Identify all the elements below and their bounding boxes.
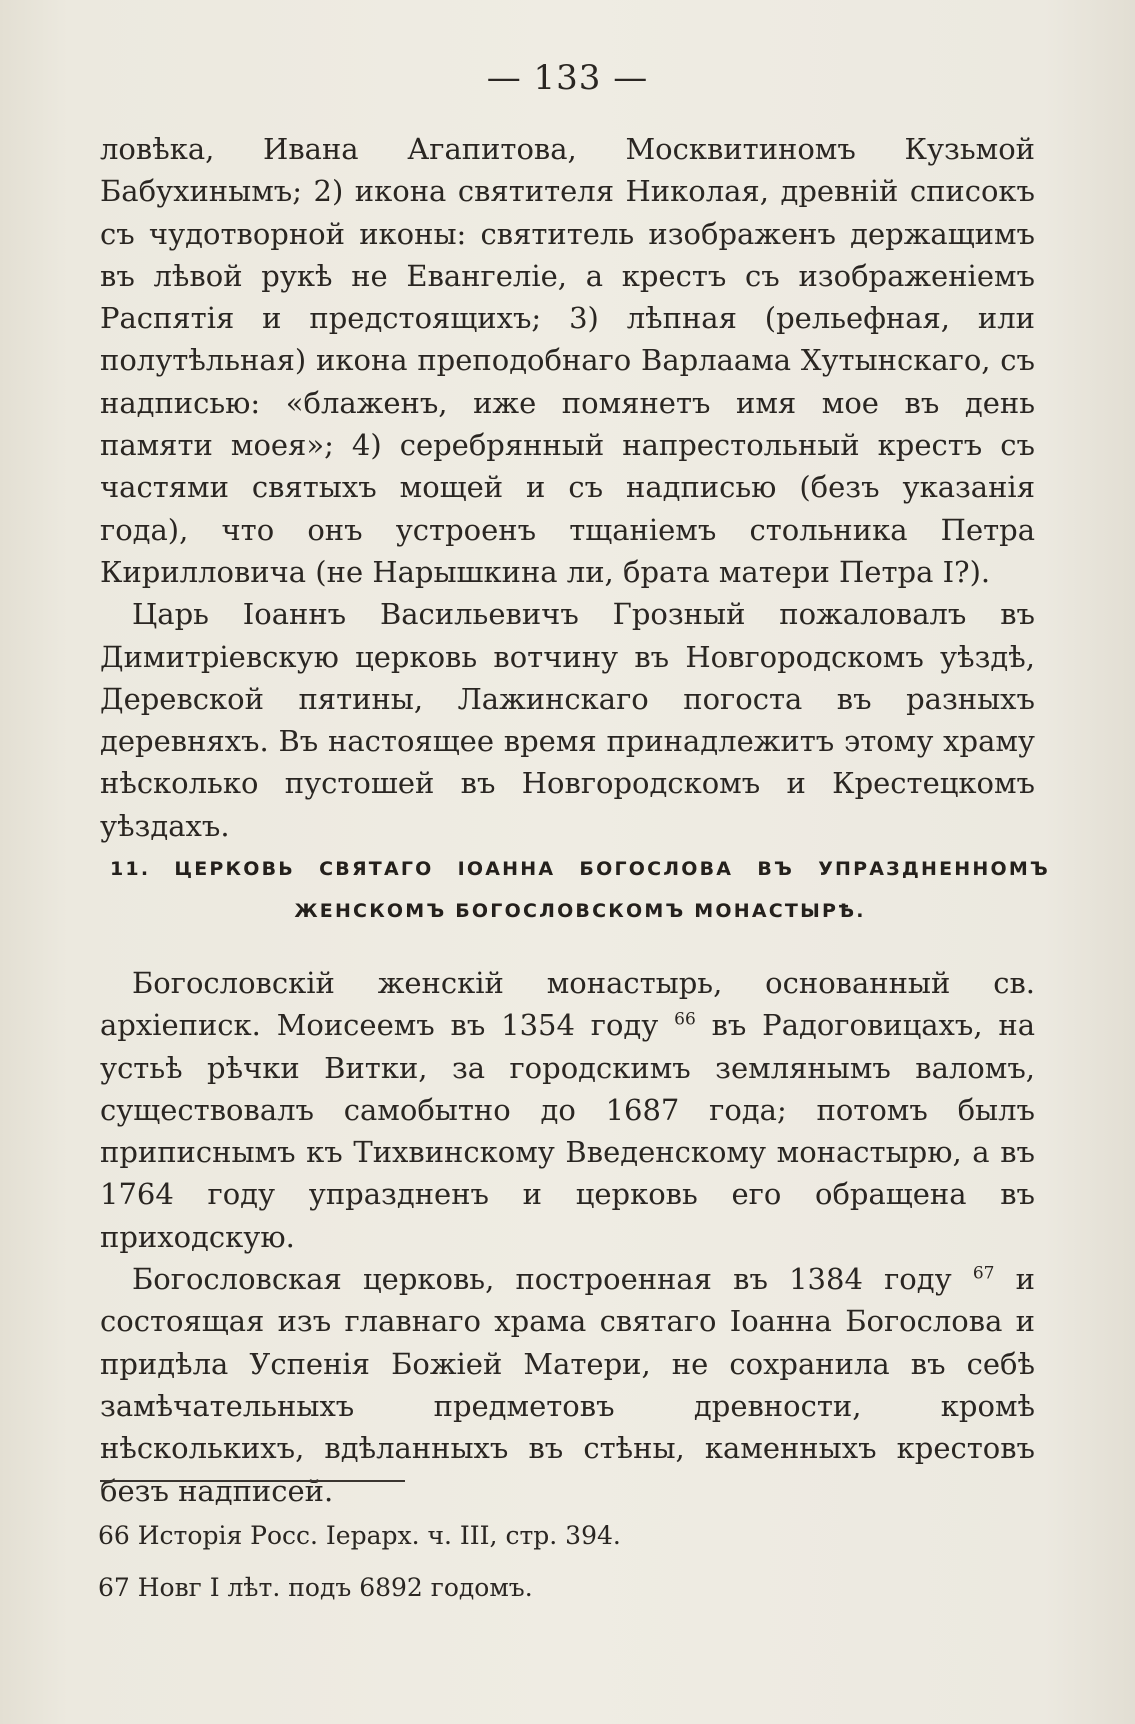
footnote-ref-67: 67	[972, 1263, 995, 1284]
footnote-separator	[100, 1480, 405, 1482]
paragraph-monastery-text-2: въ Радоговицахъ, на устьѣ рѣчки Витки, за городскимъ землянымъ валомъ, существовалъ самобытно до 1687 года; потомъ былъ приписнымъ къ Тихвинскому Введенскому монастырю, а въ 1764 году упраздненъ и церковь его обращена въ приходскую.	[100, 1008, 1035, 1254]
page-number: — 133 —	[486, 58, 649, 98]
paragraph-church-text-2: и состоящая изъ главнаго храма святаго Іоанна Богослова и придѣла Успенія Божіей Матери, не сохранила въ себѣ замѣчательныхъ предметовъ древности, кромѣ нѣсколькихъ, вдѣланныхъ въ стѣны, каменныхъ крестовъ безъ надписей.	[100, 1262, 1036, 1508]
section-heading: 11. ЦЕРКОВЬ СВЯТАГО ІОАННА БОГОСЛОВА ВЪ УПРАЗДНЕННОМЪ ЖЕНСКОМЪ БОГОСЛОВСКОМЪ МОНАСТЫРѢ.	[110, 858, 1050, 922]
body-text-section	[100, 962, 1035, 1512]
paragraph-monastery	[100, 962, 1035, 1258]
footnotes	[98, 1510, 998, 1614]
paragraph-donation: Царь Іоаннъ Васильевичъ Грозный пожаловалъ въ Димитріевскую церковь вотчину въ Новгородскомъ уѣздѣ, Деревской пятины, Лажинскаго погоста въ разныхъ деревняхъ. Въ настоящее время принадлежитъ этому храму нѣсколько пустошей въ Новгородскомъ и Крестецкомъ уѣздахъ.	[100, 597, 1035, 843]
paragraph-continued: ловѣка, Ивана Агапитова, Москвитиномъ Кузьмой Бабухинымъ; 2) икона святителя Николая, древній списокъ съ чудотворной иконы: святитель изображенъ держащимъ въ лѣвой рукѣ не Евангеліе, а крестъ съ изображеніемъ Распятія и предстоящихъ; 3) лѣпная (рельефная, или полутѣльная) икона преподобнаго Варлаама Хутынскаго, съ надписью: «блаженъ, иже помянетъ имя мое въ день памяти моея»; 4) серебрянный напрестольный крестъ съ частями святыхъ мощей и съ надписью (безъ указанія года), что онъ устроенъ тщаніемъ стольника Петра Кирилловича (не Нарышкина ли, брата матери Петра I?).	[100, 132, 1035, 589]
footnote-66: 66 Исторія Росс. Іерарх. ч. III, стр. 394.	[98, 1521, 621, 1550]
footnote-ref-66: 66	[674, 1009, 696, 1030]
paragraph-church-text-1: Богословская церковь, построенная въ 1384 году	[132, 1262, 952, 1297]
body-text-top	[100, 128, 1035, 847]
footnote-67: 67 Новг I лѣт. подъ 6892 годомъ.	[98, 1573, 533, 1602]
paragraph-church	[100, 1258, 1035, 1512]
paragraph-monastery-text-1: Богословскій женскій монастырь, основанный св. архіеписк. Моисеемъ въ 1354 году	[100, 966, 1035, 1043]
